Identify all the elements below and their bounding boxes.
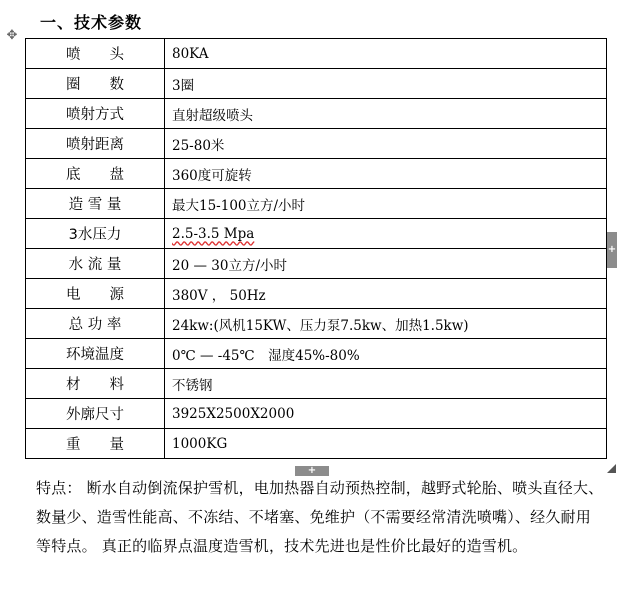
spec-label: 造 雪 量 [26, 189, 165, 219]
spec-label: 重 量 [26, 429, 165, 459]
spec-value: 25-80米 [165, 129, 607, 159]
spec-label: 水 流 量 [26, 249, 165, 279]
table-move-handle-icon[interactable]: ✥ [6, 28, 18, 43]
spec-value: 20 — 30立方/小时 [165, 249, 607, 279]
table-row [26, 369, 607, 399]
table-row [26, 339, 607, 369]
table-row [26, 399, 607, 429]
spec-value: 直射超级喷头 [165, 99, 607, 129]
spec-value [165, 219, 607, 249]
table-row [26, 159, 607, 189]
spec-value: 3925X2500X2000 [165, 399, 607, 429]
table-row [26, 309, 607, 339]
spec-value: 24kw:(风机15KW、压力泵7.5kw、加热1.5kw) [165, 309, 607, 339]
spec-value: 80KA [165, 39, 607, 69]
spec-value: 3圈 [165, 69, 607, 99]
table-row [26, 249, 607, 279]
spec-label: 总 功 率 [26, 309, 165, 339]
spec-value: 380V ， 50Hz [165, 279, 607, 309]
spec-value: 360度可旋转 [165, 159, 607, 189]
spec-table [25, 38, 607, 459]
table-row [26, 189, 607, 219]
spec-label: 喷射距离 [26, 129, 165, 159]
spec-value-text: 2.5-3.5 Mpa [172, 225, 255, 242]
table-row [26, 219, 607, 249]
table-row [26, 99, 607, 129]
add-row-button[interactable]: + [295, 466, 329, 476]
table-row [26, 129, 607, 159]
spec-value: 1000KG [165, 429, 607, 459]
spec-label: 环境温度 [26, 339, 165, 369]
spec-label: 材 料 [26, 369, 165, 399]
spec-label: 底 盘 [26, 159, 165, 189]
spec-label: 圈 数 [26, 69, 165, 99]
spec-label: 3水压力 [26, 219, 165, 249]
table-row [26, 39, 607, 69]
table-row [26, 279, 607, 309]
spec-label: 外廓尺寸 [26, 399, 165, 429]
table-row [26, 429, 607, 459]
spec-value: 0℃ — -45℃ 湿度45%-80% [165, 339, 607, 369]
add-column-button[interactable]: + [607, 232, 617, 268]
features-paragraph: 特点： 断水自动倒流保护雪机，电加热器自动预热控制，越野式轮胎、喷头直径大、数量少、造雪性能高、不冻结、不堵塞、免维护（不需要经常清洗喷嘴）、经久耐用等特点。 真正的临界点温度造雪机，技术先进也是性价比最好的造雪机。 [36, 479, 604, 555]
table-resize-handle-icon[interactable] [607, 464, 616, 473]
spec-label: 电 源 [26, 279, 165, 309]
spec-value: 不锈钢 [165, 369, 607, 399]
table-row [26, 69, 607, 99]
spec-value: 最大15-100立方/小时 [165, 189, 607, 219]
spec-label: 喷 头 [26, 39, 165, 69]
section-heading: 一、技术参数 [40, 13, 143, 32]
spec-label: 喷射方式 [26, 99, 165, 129]
